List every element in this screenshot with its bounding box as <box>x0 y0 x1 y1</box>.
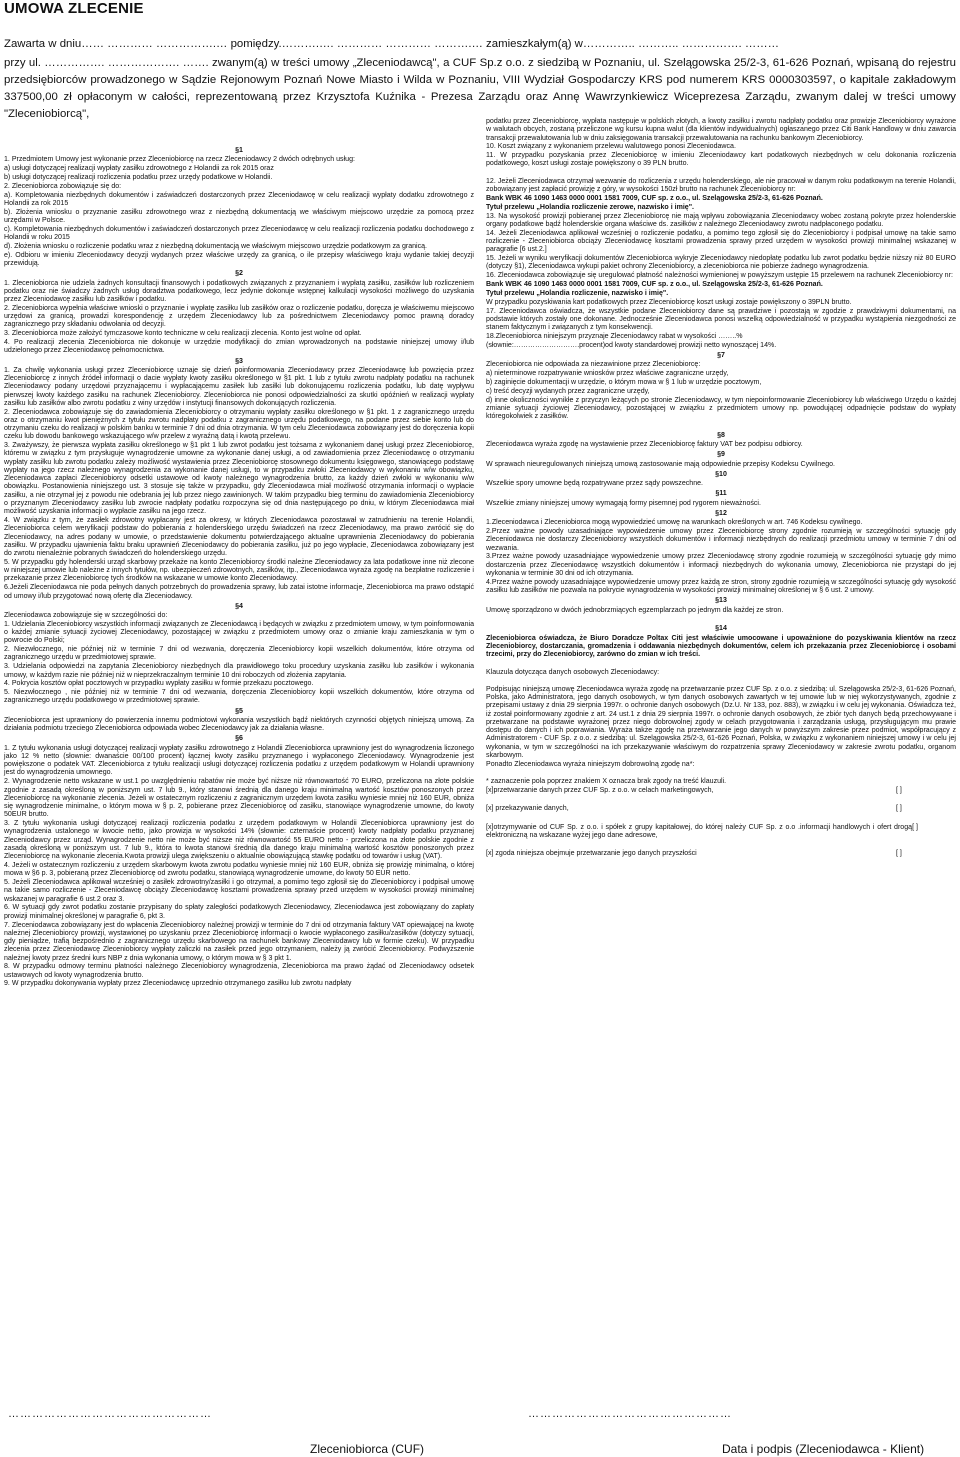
paragraph: c). Kompletowania niezbędnych dokumentów i zaświadczeń dostarczonych przez Zleceniodawcę w celu realizacji rozliczenia podatku dochodowego z Holandii w roku 2015 <box>4 225 474 242</box>
paragraph: Tytuł przelewu „Holandia rozliczenie zerowe, nazwisko i imię". <box>486 203 695 211</box>
signature-line-left: …………………………………………… <box>8 1408 212 1420</box>
section-heading: §13 <box>715 597 727 605</box>
paragraph: Wszelkie zmiany niniejszej umowy wymagają formy pisemnej pod rygorem nieważności. <box>486 499 761 507</box>
left-column <box>4 145 474 989</box>
paragraph: 6.Jeżeli Zleceniodawca nie poda pełnych danych potrzebnych do prowadzenia sprawy, lub zatai istotne informacje, Zleceniobiorca ma prawo odstąpić od umowy i/lub przygotować nową ofertę dla Zleceniodawcy. <box>4 584 474 600</box>
paragraph: Tytuł przelewu „Holandia rozliczenie, nazwisko i imię". <box>486 289 669 297</box>
paragraph: 6. W sytuacji gdy zwrot podatku zostanie przypisany do spłaty zaległości podatkowych Zleceniodawcy, Zleceniodawca jest zobowiązany do zapłaty prowizji minimalnej określonej w paragrafie 6, pkt 3. <box>4 904 474 920</box>
paragraph: 4. Po realizacji zlecenia Zleceniobiorca nie dokonuje w urzędzie modyfikacji do zmian wprowadzonych na podstawie niniejszej umowy i/lub udzielonego przez Zleceniodawcę pełnomocnictwa. <box>4 339 474 355</box>
paragraph: 13. Na wysokość prowizji pobieranej przez Zleceniobiorcę nie mają wpływu zobowiązania Zleceniodawcy wobec zostaną pokryte przez holenderskie organy podatkowe bądź holenderskie organa właściwe ds. zasiłków z należnego Zleceniodawcy zwrotu nadpłaconego podatku. <box>486 212 956 228</box>
paragraph: 1. Udzielania Zleceniobiorcy wszystkich informacji związanych ze Zleceniodawcą i będących w związku z przedmiotem umowy, w tym poinformowania o każdej zmianie sytuacji życiowej Zleceniodawcy, pozostającej w związku z przedmiotem umowy oraz o zmianie kraju zamieszkania w tym o powrocie do Polski; <box>4 620 474 645</box>
paragraph: e). Odbioru w imieniu Zleceniodawcy decyzji wydanych przez właściwe urzędy za granicą, o ile przepisy właściwego kraju wydanie takiej decyzji przewidują. <box>4 251 474 267</box>
document-title: UMOWA ZLECENIE <box>4 0 144 17</box>
paragraph: 16. Zleceniodawca zobowiązuje się uregulować płatność należności wymienionej w powyższym ustępie 15 przelewem na rachunek Zleceniobiorcy nr: <box>486 272 953 280</box>
section-heading: §1 <box>235 147 243 154</box>
paragraph: 9. W przypadku dokonywania wypłaty przez Zleceniodawcę uprzednio otrzymanego zasiłku lub zwrotu nadpłaty <box>4 980 352 988</box>
paragraph: 15. Jeżeli w wyniku weryfikacji dokumentów Zleceniobiorca wykryje Zleceniodawcy niedopłatę podatku lub zwrot podatku będzie niższy niż 80 EURO (dotyczy §1), Zleceniodawca wykupi pakiet ochrony Zleceniobiorcy, a zleceniobiorca nie pobierze żadnego wynagrodzenia. <box>486 255 956 271</box>
consent-checkbox[interactable]: [ ] <box>912 823 918 831</box>
paragraph: 2. Zleceniobiorca zobowiązuje się do: <box>4 182 122 190</box>
consent-label: [x]otrzymywanie od CUF Sp. z o.o. i spółek z grupy kapitałowej, do której należy CUF Sp. z o.o .informacji handlowych i ofert drogą elektroniczną na wskazane wyżej jego dane adresowe, <box>486 823 913 839</box>
paragraph: (słownie:……………………….procent)od kwoty standardowej prowizji netto wynoszącej 14%. <box>486 341 777 349</box>
paragraph: 3. Zważywszy, że pierwsza wypłata zasiłku określonego w §1 pkt 1 lub zwrot podatku jest tożsama z wykonaniem danej usługi przez Zleceniobiorcę, któremu w związku z tym przysługuje wynagrodzenie umowne za wykonanie danej usługi, a od zawiadomienia przez Zleceniodawcę o otrzymaniu wypłaty zasiłku lub zwrotu podatku zależy możliwość wystawienia przez Zleceniobiorcę stosownego dokumentu księgowego, stanowiącego podstawę wypłaty na jego rzecz należnego wynagrodzenia za wykonanie danej usługi, to w przypadku zwłoki Zleceniodawcy w wykonaniu w/w obowiązku, Zleceniodawca zapłaci Zleceniobiorcy odsetki ustawowe od kwoty należnego wynagrodzenia brutto, za każdy dzień zwłoki w wykonaniu w/w obowiązku. Postanowienia niniejszego ust. 3 stosuje się także w przypadku, gdy Zleceniodawca miał możliwość otrzymania informacji o wypłacie zasiłku, a nie otrzymał jej z powodu nie odebrania jej lub przez niego zawinionych. W takim przypadku bieg terminu do zawiadomienia Zleceniobiorcy o przyznanym Zleceniodawcy zasiłku lub zwrocie nadpłaty podatku rozpoczyna się od dnia następującego po dniu, w którym Zleceniodawca miał możliwość uzyskania informacji o wypłacie zasiłku na jego rzecz. <box>4 442 474 516</box>
consent-item <box>486 824 956 841</box>
spacer <box>486 422 956 430</box>
consent-label: [x] przekazywanie danych, <box>486 805 569 813</box>
paragraph: Zleceniobiorca jest uprawniony do powierzenia innemu podmiotowi wykonania wszystkich bądź niektórych czynności objętych niniejszą umową. Za działania podmiotu trzeciego Zleceniobiorca odpowiada wobec Zleceniodawcy jak za działania własne. <box>4 716 474 733</box>
paragraph: 3. Z tytułu wykonania usługi dotyczącej realizacji rozliczenia podatku z urzędem podatkowym w Holandii Zleceniobiorca uprawniony jest do wynagrodzenia ustalonego w kwocie netto, jako prowizja w wysokości 14% (słownie: czternaście procent) kwoty nadpłaty podatku przyznanej Zleceniodawcy przez urząd. Wynagrodzenie netto nie może być niższe niż równowartość 55 EURO netto - przeliczona na złote polskie zgodnie z zasadą określoną w poniższym ust. 7 lub 9., która to kwota stanowi średnią dla danego kraju minimalną wartość kosztów ponoszonych przez Zleceniobiorcę na wykonanie zlecenia.Kwota prowizji ulega zwiększeniu o aktualnie obowiązującą stawkę podatku od towarów i usług (VAT). <box>4 820 474 861</box>
section-heading: §3 <box>235 357 243 365</box>
paragraph: 3. Udzielania odpowiedzi na zapytania Zleceniobiorcy niezbędnych dla prawidłowego toku procedury uzyskania zasiłku lub zasiłków i wykonania umowy, w każdym razie nie później niż w nieprzekraczalnym terminie 10 dni roboczych od złożenia zapytania. <box>4 663 474 679</box>
consent-checkbox[interactable]: [ ] <box>896 805 902 813</box>
spacer <box>486 677 956 685</box>
paragraph: 4. W związku z tym, że zasiłek zdrowotny wypłacany jest za okresy, w których Zleceniodawca pozostawał w zatrudnieniu na terenie Holandii, Zleceniobiorca celem weryfikacji podstaw do pobierania z holenderskiego urzędu świadczeń na rzecz Zleceniodawcy, ma prawo zwrócić się do Zleceniodawcy, na adres podany w umowie, o przedstawienie dokumentu potwierdzającego aktualne uprawnienia Zleceniodawcy do pobierania zasiłku. W przypadku ujawnienia faktu braku uprawnień Zleceniodawcy do pobierania zasiłku, już po jego wypłacie, Zleceniodawca zobowiązany jest do zwrotu nienależnie pobranych świadczeń do holenderskiego urzędu. <box>4 517 474 558</box>
paragraph: 2. Zleceniobiorca wypełnia właściwe wnioski o przyznanie i wypłatę zasiłku lub zasiłków oraz o rozliczenie podatku, doręcza je właściwemu miejscowo urzędowi za granicą, prowadzi korespondencję z urzędem Zleceniodawcy lub za pośrednictwem Zleceniodawcy pomoc prawną doradcy zagranicznego przy składaniu odwołania od decyzji. <box>4 304 474 329</box>
paragraph: a) nieterminowe rozpatrywanie wniosków przez właściwe zagraniczne urzędy, <box>486 370 729 378</box>
consent-item <box>486 850 956 858</box>
intro-paragraph <box>4 36 956 125</box>
consent-checkbox[interactable]: [ ] <box>896 850 902 858</box>
paragraph: 1. Z tytułu wykonania usługi dotyczącej realizacji wypłaty zasiłku zdrowotnego z Holandii Zleceniobiorca uprawniony jest do wynagrodzenia liczonego jako 12 % netto (słownie: dwanaście 00/100 procent) łącznej kwoty zasiłku przyznanego i wypłaconego Zleceniodawcy. Wynagrodzenie jest powiększone o podatek VAT. Zleceniobiorca z tytułu realizacji usługi dotyczącej rozliczenia podatku z urzędem podatkowym w Holandii uprawniony jest do wynagrodzenia umownego. <box>4 744 474 777</box>
paragraph: 12. Jeżeli Zleceniodawca otrzymał wezwanie do rozliczenia z urzędu holenderskiego, ale nie pracował w danym roku podatkowym na terenie Holandii, zobowiązany jest zapłacić prowizję z góry, w wysokości 150zł brutto na rachunek Zleceniobiorcy nr: <box>486 177 956 194</box>
section-heading: §4 <box>235 602 243 610</box>
paragraph: Zleceniobiorca oświadcza, że Biuro Doradcze Poltax Citi jest właściwie umocowane i upoważnione do pozyskiwania klientów na rzecz Zleceniobiorcy, dostarczania, gromadzenia i oddawania niezbędnych dokumentów, celem ich przekazania przez Zleceniobiorcę i osobami trzecimi, przy do Zleceniobiorcy, zarówno do zmian w ich treści. <box>486 634 956 659</box>
consent-checkbox[interactable]: [ ] <box>896 787 902 795</box>
section-heading: §9 <box>717 451 725 459</box>
paragraph: Zleceniodawca zobowiązuje się w szczególności do: <box>4 612 168 619</box>
paragraph: 1. Zleceniobiorca nie udziela żadnych konsultacji finansowych i podatkowych związanych z przyznaniem i wypłatą zasiłku, zasiłków lub rozliczeniem podatku oraz nie świadczy żadnych usług doradztwa podatkowego, lecz jedynie dokonuje wstępnej kalkulacji wysokości możliwego do uzyskania przez Zleceniodawcę zasiłku lub zasiłków i podatku. <box>4 279 474 303</box>
section-heading: §2 <box>235 270 243 278</box>
section-heading: §8 <box>717 431 725 439</box>
paragraph: Umowę sporządzono w dwóch jednobrzmiących egzemplarzach po jednym dla każdej ze stron. <box>486 606 784 614</box>
paragraph: 2. Zleceniodawca zobowiązuje się do zawiadomienia Zleceniobiorcy o otrzymaniu wypłaty zasiłku określonego w §1 pkt. 1 z zagranicznego urzędu oraz o otrzymaniu kwot pieniężnych z tytułu zwrotu nadpłaty podatku z zagranicznego urzędu podatkowego, na podane przez siebie konto lub do otrzymaniu czeku do realizacji w polskim banku w terminie 7 dni od dnia otrzymania. W tym celu Zleceniodawca zobowiązany jest do doręczenia kopii czeku lub dowodu bankowego wskazującego w/w przelew z wyraźną datą i kwotą przelewu. <box>4 408 474 441</box>
signature-label-right: Data i podpis (Zleceniodawca - Klient) <box>722 1442 925 1456</box>
paragraph: * zaznaczenie pola poprzez znakiem X oznacza brak zgody na treść klauzuli. <box>486 778 727 786</box>
paragraph: 18.Zleceniobiorca niniejszym przyznaje Zleceniodawcy rabat w wysokości ……..% <box>486 332 743 340</box>
paragraph: 4. Pokrycia kosztów opłat pocztowych w przypadku wypłaty zasiłku w formie przekazu pocztowego. <box>4 680 314 688</box>
paragraph: 5. Jeżeli Zleceniodawca aplikował wcześniej o zasiłek zdrowotny/zasiłki i go otrzymał, a pomimo tego zgłosił się do Zleceniobiorcy i podpisał umowę na takie samo rozliczenie - Zleceniodawcę obciąży Zleceniodawcę kosztami prowadzenia sprawy przed urzędem w wysokości prowizji minimalnej wskazanej w paragrafie 6 ust.2 oraz 3. <box>4 879 474 903</box>
paragraph: a) usługi dotyczącej realizacji wypłaty zasiłku zdrowotnego z Holandii za rok 2015 oraz <box>4 165 274 173</box>
section-heading: §11 <box>715 490 727 498</box>
paragraph: Bank WBK 46 1090 1463 0000 0001 1581 7009, CUF sp. z o.o., ul. Szelągowska 25/2-3, 61-626 Poznań. <box>486 194 823 202</box>
paragraph: d) inne okoliczności wynikłe z przyczyn leżących po stronie Zleceniodawcy, w tym niepoinformowanie Zleceniobiorcy lub właściwego Urzędu o każdej zmianie sytuacji życiowej Zleceniodawcy, pozostającej w związku z przedmiotem umowy np. powodującej odpadnięcie podstaw do wypłaty któregokolwiek z zasiłków. <box>486 396 956 421</box>
paragraph: 3. Zleceniobiorca może założyć tymczasowe konto techniczne w celu realizacji zlecenia. Konto jest wolne od opłat. <box>4 330 362 338</box>
paragraph: podatku przez Zleceniobiorcę, wypłata następuje w polskich złotych, a kwoty zasiłku i zwrotu nadpłaty podatku oraz prowizje Zleceniobiorcy wyrażone w walutach obcych, zostaną przeliczone wg kursu kupna walut (dla klientów indywidualnych) ogłaszanego przez Citi Bank Handlowy w dniu zawarcia transakcji przewalutowania lub w dniu zaksięgowania transakcji przewalutowania na rachunku bankowym Zleceniobiorcy. <box>486 118 956 142</box>
consent-item <box>486 805 956 813</box>
paragraph: 5. Niezwłocznego , nie później niż w terminie 7 dni od wezwania, doręczenia Zleceniobiorcy kopii wszelkich dokumentów, które otrzyma od zagranicznego urzędu podatkowego w przedmiotowej sprawie. <box>4 689 474 705</box>
paragraph: Zleceniobiorca nie odpowiada za niezawinione przez Zleceniobiorcę: <box>486 361 701 369</box>
paragraph: Zleceniodawca wyraża zgodę na wystawienie przez Zleceniobiorcę faktury VAT bez podpisu odbiorcy. <box>486 441 803 449</box>
signature-label-left: Zleceniobiorca (CUF) <box>310 1442 425 1456</box>
paragraph: d). Złożenia wniosku o rozliczenie podatku wraz z niezbędną dokumentacją we właściwym miejscowo urzędzie podatkowym za granicą. <box>4 242 428 250</box>
section-heading: §10 <box>715 470 727 478</box>
spacer <box>486 169 956 177</box>
consent-label: [x] zgoda niniejsza obejmuje przetwarzanie jego danych przyszłości <box>486 850 697 858</box>
paragraph: 1. Przedmiotem Umowy jest wykonanie przez Zleceniobiorcę na rzecz Zleceniodawcy 2 dwóch odrębnych usług: <box>4 156 355 164</box>
intro-line-1: Zawarta w dniu…… ………… …………….… pomiędzy.……….…. ………… ………… ……….… zamieszkałym(ą) w………….. ……….. ……………. ……… <box>4 38 780 50</box>
paragraph: Ponadto Zleceniodawca wyraża niniejszym dobrowolną zgodę na*: <box>486 760 695 768</box>
spacer <box>486 660 956 668</box>
paragraph: 8. W przypadku odmowy terminu płatności należnego Zleceniobiorcy wynagrodzenia, Zleceniobiorca ma prawo żądać od Zleceniodawcy odsetek ustawowych od kwoty wynagrodzenia brutto. <box>4 963 474 979</box>
paragraph: b) zaginięcie dokumentacji w urzędzie, o którym mowa w § 1 lub w urzędzie pocztowym, <box>486 378 762 386</box>
intro-line-2: przy ul. ……………. ………………. ……. zwanym(ą) w treści umowy „Zleceniodawcą", a CUF Sp.z o.o. z siedzibą w Poznaniu, ul. Szelągowska 25/2-3, 61-626 Poznań, wpisaną do rejestru przedsiębiorców prowadzonego w Sądzie Rejonowym Poznań Nowe Miasto i Wilda w Poznaniu, VIII Wydział Gospodarczy KRS pod numerem KRS 0000303597, o kapitale zakładowym 337500,00 zł opłaconym w całości, reprezentowaną przez Krzysztofa Kuźnika - Prezesa Zarządu oraz Annę Wawrzynkiewicz Wiceprezesa Zarządu, zwanym dalej w treści umowy "Zleceniobiorcą", <box>4 57 956 120</box>
paragraph: 2. Wynagrodzenie netto wskazane w ust.1 po uwzględnieniu rabatów nie może być niższe niż równowartość 70 EURO, przeliczona na złote polskie zgodnie z zasadą określoną w poniższym ust. 7 lub 9., który stanowi średnią dla danego kraju minimalną wartość kosztów ponoszonych przez Zleceniobiorcę na wykonanie zlecenia. Jeżeli w ostatecznym rozliczeniu z zagranicznym urzędem kwota zasiłku wyniesie mniej niż 160 EUR, obniża się wynagrodzenie minimalne, o którym mowa w § p. 2, pobierane przez Zleceniobiorcę od zasiłku, stanowiące wynagrodzenie umowne, do kwoty 50EUR brutto. <box>4 778 474 819</box>
paragraph: Klauzula dotycząca danych osobowych Zleceniodawcy: <box>486 668 660 676</box>
paragraph: W przypadku pozyskiwania kart podatkowych przez Zleceniobiorcę koszt usługi zostaje powiększony o 39PLN brutto. <box>486 298 852 306</box>
consent-checkboxes <box>486 787 956 858</box>
paragraph: 3.Przez ważne powody uzasadniające wypowiedzenie umowy przez Zleceniodawcę strony zgodnie rozumieją w szczególności sytuację gdy mimo dostarczenia przez Zleceniodawcę wszystkich dokumentów i informacji niezbędnych do wykonania umowy, Zleceniobiorca nie przystąpi do jej wykonania w terminie 30 dni od ich otrzymania. <box>486 553 956 577</box>
paragraph: Bank WBK 46 1090 1463 0000 0001 1581 7009, CUF sp. z o.o., ul. Szelągowska 25/2-3, 61-626 Poznań. <box>486 281 823 289</box>
spacer <box>486 770 956 778</box>
consent-label: [x]przetwarzanie danych przez CUF Sp. z o.o. w celach marketingowych, <box>486 787 714 795</box>
paragraph: W sprawach nieuregulowanych niniejszą umową zastosowanie mają odpowiednie przepisy Kodeksu Cywilnego. <box>486 460 836 468</box>
paragraph: 4.Przez ważne powody uzasadniające wypowiedzenie umowy przez każdą ze stron, strony zgodnie rozumieją w szczególności sytuację gdy wysokość zasiłku lub zasiłków nie pozwala na pokrycie wynagrodzenia w wysokości prowizji minimalnej określonej w § 6 ust. 2 umowy. <box>486 578 956 594</box>
section-heading: §12 <box>715 509 727 517</box>
right-column <box>486 118 956 868</box>
paragraph: 14. Jeżeli Zleceniodawca aplikował wcześniej o rozliczenie podatku, a pomimo tego zgłosił się do Zleceniobiorcy i podpisał umowę na takie samo rozliczenie - Zleceniobiorca obciąży Zleceniodawcę kosztami prowadzenia sprawy przed urzędem w wysokości prowizji minimalnej wskazanej w paragrafie [6 ust.2.] <box>486 229 956 254</box>
paragraph: 1.Zleceniodawca i Zleceniobiorca mogą wypowiedzieć umowę na warunkach określonych w art. 746 Kodeksu cywilnego. <box>486 519 863 527</box>
paragraph: b). Złożenia wniosku o przyznanie zasiłku zdrowotnego wraz z niezbędną dokumentacją we właściwym miejscowo urzędzie za pomocą przez urzędami w Polsce. <box>4 208 474 224</box>
right-column-paragraphs <box>486 118 956 787</box>
paragraph: c) treść decyzji wydanych przez zagraniczne urzędy, <box>486 387 650 395</box>
consent-item <box>486 787 956 795</box>
section-heading: §5 <box>235 707 243 715</box>
paragraph: 1. Za chwilę wykonania usługi przez Zleceniobiorcę uznaje się dzień poinformowania Zleceniodawcy przez Zleceniodawcę lub powzięcia przez Zleceniobiorcę z innych źródeł informacji o dacie wypłaty kwoty zasiłku określonego w §1 pkt. 1 lub z tytułu zwrotu nadpłaty podatku na rachunek Zleceniodawcy podany urzędowi przyznającemu i wypłacającemu zasiłek lub zasiłki lub dokonującemu rozliczenia podatku, lub datę wypływu pierwszej kwoty każdego zasiłku na rachunek Zleceniobiorcy. Zleceniobiorca nie ponosi odpowiedzialności za skutki opóźnień w realizacji wypłaty zasiłku lub zasiłków albo zwrotu podatku z winy urzędów i instytucji finansowych dokonujących rozliczenia. <box>4 366 474 407</box>
paragraph: 11. W przypadku pozyskania przez Zleceniobiorcę w imieniu Zleceniodawcy kart podatkowych niezbędnych w celu dokonania rozliczenia podatkowego, koszt usługi zostaje powiększony o 39 PLN brutto. <box>486 152 956 168</box>
paragraph: 7. Zleceniodawca zobowiązany jest do wpłacenia Zleceniobiorcy należnej prowizji w terminie do 7 dni od otrzymania faktury VAT opiewającej na kwotę należnej Zleceniobiorcy prowizji, wystawionej po uzyskaniu przez Zleceniobiorcę informacji o kwocie wypłaconego zasiłku/zasiłków (dotyczy sytuacji, gdy pieniądze, trafią bezpośrednio z zagranicznego urzędu skarbowego na rachunek bankowy Zleceniodawcy lub w formie czeku). W przypadku zlecenia przez Zleceniodawcę Zleceniobiorcy wypłaty zaliczki na zasiłek przed jego otrzymaniem, należy ją zwrócić Zleceniobiorcy. Podwyższenie należnej kwoty przez średni kurs NBP z dnia wykonania umowy, o którym mowa w § 3 pkt 1. <box>4 921 474 962</box>
paragraph: 10. Koszt związany z wykonaniem przelewu walutowego ponosi Zleceniodawca. <box>486 143 736 151</box>
paragraph: 17. Zleceniodawca oświadcza, że wszystkie podane Zleceniobiorcy dane są prawdziwe i pozostają w zgodzie z prawdziwymi dokumentami, na podstawie których zostały one dokonane. Jednocześnie Zleceniodawca ponosi wszelką odpowiedzialność w przypadku wystąpienia niezgodności ze stanem faktycznym i związanych z tym konsekwencji. <box>486 307 956 332</box>
paragraph: 2. Niezwłocznego, nie później niż w terminie 7 dni od wezwania, doręczenia Zleceniobiorcy kopii wszelkich dokumentów, które otrzyma od zagranicznego urzędu w przedmiotowej sprawie. <box>4 646 474 662</box>
paragraph: Podpisując niniejszą umowę Zleceniodawca wyraża zgodę na przetwarzanie przez CUF Sp. z o.o. z siedzibą: ul. Szelągowska 25/2-3, 61-626 Poznań, Polska, jako Administratora, jego danych osobowych, w tym danych osobowych zawartych w tej umowie lub w niej wykorzystywanych, zgodnie z przepisami ustawy z dnia 29 sierpnia 1997r. o ochronie danych osobowych (Dz.U. Nr 133, poz. 883), w związku i w celu jej wykonania. Oświadcza też, iż został poinformowany zgodnie z art. 24 ust.1 z dnia 29 sierpnia 1997r. o ochronie danych osobowych, że zbiór tych danych będą przechowywane i przetwarzane na podstawie wyrażonej przez niego dobrowolnej zgody w celach przygotowania i zarządzania usługą, przysługującym mu prawie dostępu do danych i ich poprawiania. Wyraża także zgodę na przetwarzanie jego danych w powyższym zakresie przez podmiot, współpracujący z Administratorem - CUF Sp. z o.o. z siedzibą: ul. Szelągowska 25/2-3, 61-626 Poznań, Polska, w związku z wykonaniem niniejszej umowy i w celu jej wykonania, w tym w szczególności na ich przekazywanie właściwym do rozpatrzenia sprawy Zleceniodawcy w zakresie zwrotu podatku, organom skarbowym. <box>486 685 956 759</box>
signature-line-right: …………………………………………… <box>528 1408 732 1420</box>
paragraph: b) usługi dotyczącej realizacji rozliczenia podatku przez urzędy podatkowe w Holandii. <box>4 173 273 181</box>
section-heading: §6 <box>235 735 243 743</box>
paragraph: 2.Przez ważne powody uzasadniające wypowiedzenie umowy przez Zleceniobiorcę strony zgodnie rozumieją w szczególności sytuację gdy Zleceniodawca nie dostarczy Zleceniobiorcy wszystkich dokumentów i informacji niezbędnych do realizacji przedmiotu umowy w terminie 7 dni od wezwania. <box>486 528 956 552</box>
paragraph: 4. Jeżeli w ostatecznym rozliczeniu z urzędem skarbowym kwota zwrotu podatku wyniesie mniej niż 160 EUR, obniża się prowizję minimalną, o której mowa w §6 p. 3, pobieraną przez Zleceniobiorcę od zwrotu podatku, stanowiącą wynagrodzenie umowne, do kwoty 50 EUR netto. <box>4 862 474 878</box>
paragraph: Wszelkie spory umowne będą rozpatrywane przez sądy powszechne. <box>486 480 703 488</box>
paragraph: 5. W przypadku gdy holenderski urząd skarbowy przekaże na konto Zleceniobiorcy środki należne Zleceniodawcy za lata podatkowe inne niż zlecone w niniejszej umowie lub należne z innych tytułów, np. ubezpieczeń zdrowotnych, zasiłków, itp., Zleceniodawca wyraża zgodę na bezpłatne rozliczenie i przekazanie przez Zleceniobiorcę tych środków na wskazane w umowie konto Zleceniodawcy. <box>4 558 474 583</box>
section-heading: §14 <box>715 625 727 633</box>
section-heading: §7 <box>717 352 725 359</box>
spacer <box>486 615 956 623</box>
paragraph: a). Kompletowania niezbędnych dokumentów i zaświadczeń dostarczonych przez Zleceniodawcę w celu realizacji wypłaty dodatku zdrowotnego z Holandii za rok 2015 <box>4 191 474 207</box>
